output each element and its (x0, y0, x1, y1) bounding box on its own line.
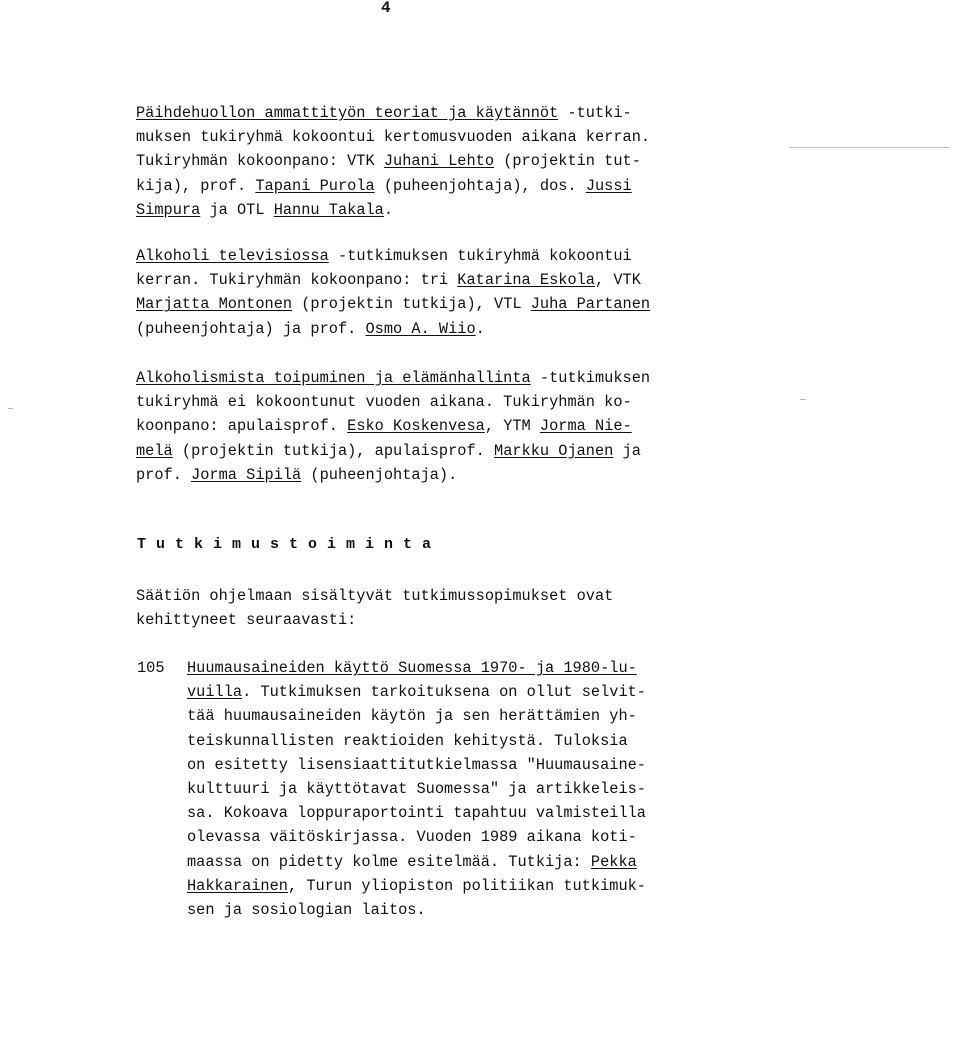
person-name: Pekka (590, 852, 637, 871)
project-title: Alkoholi televisiossa (136, 247, 329, 265)
person-name: Jorma Sipilä (191, 465, 302, 484)
person-name: Juhani Lehto (383, 152, 495, 171)
text: Tukiryhmän kokoonpano: VTK (136, 152, 384, 171)
person-name: Esko Koskenvesa (347, 417, 485, 436)
person-name: Jorma Nie- (539, 417, 632, 436)
person-name: melä (136, 441, 173, 460)
line: Säätiön ohjelmaan sisältyvät tutkimussopimukset ovat (136, 587, 614, 605)
line: tukiryhmä ei kokoontunut vuoden aikana. Tukiryhmän ko- (136, 393, 632, 412)
person-name: Hannu Takala (273, 200, 384, 219)
text: -tutkimuksen tukiryhmä kokoontui (328, 247, 632, 265)
line (187, 850, 677, 874)
text: , Turun yliopiston politiikan tutkimuk- (287, 876, 646, 895)
line: kulttuuri ja käyttötavat Suomessa" ja artikkeleis- (187, 780, 646, 799)
line (136, 292, 676, 316)
line (136, 198, 676, 222)
person-name: Hakkarainen (187, 876, 288, 895)
person-name: Tapani Purola (255, 176, 375, 195)
scan-mark (790, 147, 950, 148)
project-title: Päihdehuollon ammattityön teoriat ja käytännöt (136, 104, 559, 122)
scan-mark (8, 408, 13, 409)
line: olevassa väitöskirjassa. Vuoden 1989 aikana koti- (187, 828, 637, 847)
text: . (383, 200, 394, 219)
person-name: Markku Ojanen (494, 441, 614, 460)
line (136, 101, 676, 125)
line: kehittyneet seuraavasti: (136, 611, 357, 630)
text: kerran. Tukiryhmän kokoonpano: tri (136, 271, 458, 290)
text: maassa on pidetty kolme esitelmää. Tutkija: (187, 852, 591, 871)
text: prof. (136, 465, 192, 484)
line (136, 268, 676, 292)
paragraph-paihdehuolto-support-group (136, 101, 676, 222)
person-name: Simpura (136, 200, 201, 219)
line (187, 680, 677, 704)
text: (projektin tutkija), VTL (292, 295, 531, 314)
text: koonpano: apulaisprof. (136, 417, 348, 436)
line (136, 174, 676, 198)
text: ja OTL (200, 200, 274, 219)
line: tää huumausaineiden käytön ja sen herättämien yh- (187, 707, 637, 726)
person-name: Jussi (585, 176, 632, 195)
line: on esitetty lisensiaattitutkielmassa "Huumausaine- (187, 755, 646, 774)
page-number: 4 (381, 0, 391, 17)
text: , VTK (595, 271, 641, 290)
person-name: Osmo A. Wiio (365, 319, 476, 338)
line (136, 414, 676, 438)
text: . (475, 319, 485, 338)
scan-mark (800, 399, 806, 400)
line (187, 874, 677, 898)
project-title: vuilla (187, 683, 243, 702)
text: kija), prof. (136, 176, 256, 195)
text: (projektin tut- (494, 152, 641, 171)
line (136, 463, 676, 487)
section-heading: Tutkimustoiminta (137, 536, 442, 553)
line (136, 244, 676, 268)
person-name: Marjatta Montonen (136, 295, 293, 314)
text: (puheenjohtaja). (301, 465, 458, 484)
line (187, 656, 677, 680)
paragraph-alkoholi-televisiossa (136, 244, 676, 341)
text: . Tutkimuksen tarkoituksena on ollut selvit- (242, 683, 646, 702)
line: sen ja sosiologian laitos. (187, 901, 426, 920)
text: -tutkimuksen (530, 369, 651, 387)
line: teiskunnallisten reaktioiden kehitystä. Tuloksia (187, 731, 628, 750)
section-intro (136, 584, 676, 632)
project-title: Alkoholismista toipuminen ja elämänhallinta (136, 369, 531, 387)
project-title: Huumausaineiden käyttö Suomessa 1970- ja 1980-lu- (187, 659, 637, 677)
text: , YTM (484, 417, 540, 436)
person-name: Juha Partanen (530, 295, 651, 314)
text: (puheenjohtaja), dos. (374, 176, 586, 195)
line (136, 317, 676, 341)
person-name: Katarina Eskola (457, 271, 595, 290)
line (136, 149, 676, 173)
text: (projektin tutkija), apulaisprof. (172, 441, 495, 460)
paragraph-alkoholismista-toipuminen (136, 366, 676, 487)
item-105-description (187, 656, 677, 922)
text: ja (613, 441, 641, 460)
line (136, 439, 676, 463)
item-number: 105 (137, 659, 165, 677)
line: sa. Kokoava loppuraportointi tapahtuu valmisteilla (187, 804, 646, 823)
line (136, 366, 676, 390)
line: muksen tukiryhmä kokoontui kertomusvuoden aikana kerran. (136, 128, 651, 147)
text: (puheenjohtaja) ja prof. (136, 319, 366, 338)
text: -tutki- (558, 104, 632, 122)
